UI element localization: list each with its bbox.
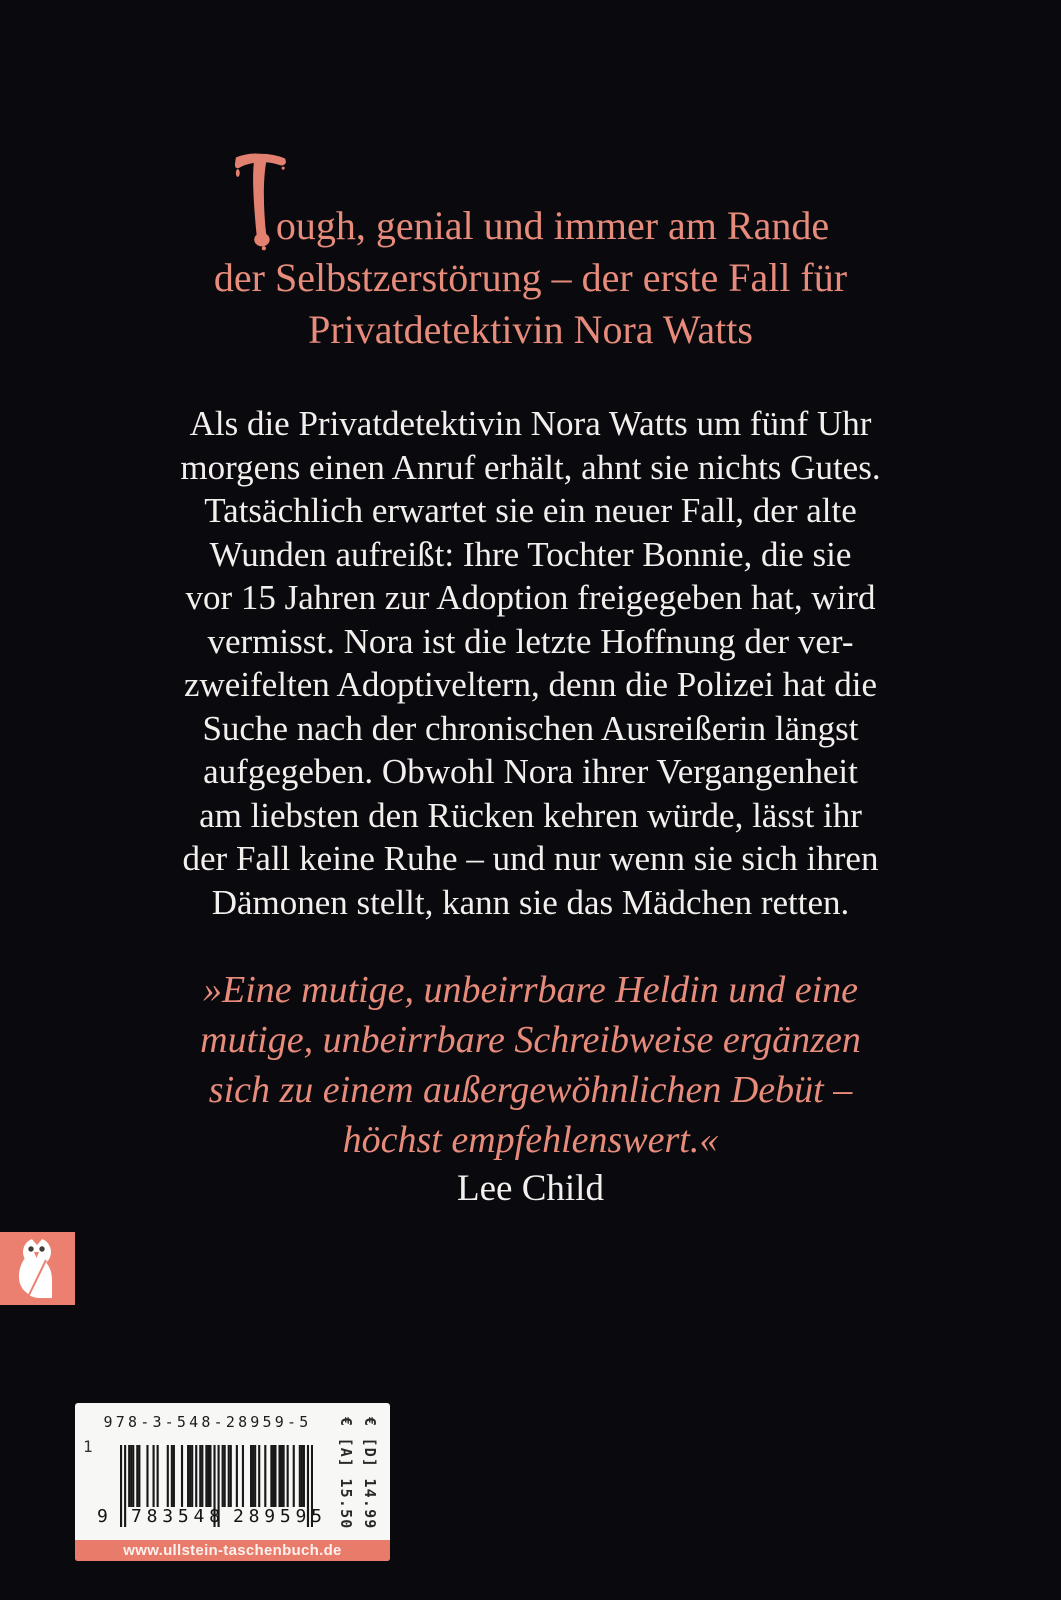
blurb <box>0 402 1061 924</box>
price-germany: € [D] 14.99 <box>361 1417 379 1530</box>
blurb-line: der Fall keine Ruhe – und nur wenn sie sich ihren <box>182 839 879 878</box>
ullstein-logo <box>0 1232 75 1305</box>
blurb-line: Suche nach der chronischen Ausreißerin längst <box>202 708 859 748</box>
barcode-digit-group: 289595 <box>233 1506 327 1527</box>
headline-line-1 <box>0 156 1061 252</box>
quote-line: höchst empfehlenswert.« <box>342 1119 719 1161</box>
owl-icon <box>0 1232 75 1305</box>
edition-number: 1 <box>83 1437 93 1456</box>
blurb-line: vermisst. Nora ist die letzte Hoffnung der ver- <box>207 621 854 661</box>
publisher-url: www.ullstein-taschenbuch.de <box>75 1540 390 1561</box>
quote-line: mutige, unbeirrbare Schreibweise ergänzen <box>200 1019 861 1061</box>
isbn-number: 978-3-548-28959-5 <box>103 1413 312 1431</box>
quote-line: sich zu einem außergewöhnlichen Debüt – <box>208 1069 853 1111</box>
blurb-line: Wunden aufreißt: Ihre Tochter Bonnie, die sie <box>209 534 852 574</box>
blurb-line: vor 15 Jahren zur Adoption freigegeben hat, wird <box>185 578 876 617</box>
blurb-line: Dämonen stellt, kann sie das Mädchen retten. <box>211 882 850 922</box>
blurb-line: aufgegeben. Obwohl Nora ihrer Vergangenheit <box>203 752 858 791</box>
blurb-line: Tatsächlich erwartet sie ein neuer Fall, der alte <box>204 491 857 530</box>
barcode-digit-group: 9 <box>97 1506 108 1527</box>
headline-text-1: ough, genial und immer am Rande <box>275 203 830 248</box>
headline-text-2: der Selbstzerstörung – der erste Fall für <box>213 255 848 300</box>
blurb-line: am liebsten den Rücken kehren würde, lässt ihr <box>199 795 862 835</box>
headline-text-3: Privatdetektivin Nora Watts <box>308 307 753 352</box>
blurb-line: Als die Privatdetektivin Nora Watts um fünf Uhr <box>189 404 872 443</box>
price-austria: € [A] 15.50 <box>337 1417 355 1530</box>
blurb-line: zweifelten Adoptiveltern, denn die Polizei hat die <box>184 665 877 704</box>
barcode-label <box>75 1403 390 1561</box>
review-quote <box>0 965 1061 1165</box>
blurb-line: morgens einen Anruf erhält, ahnt sie nichts Gutes. <box>180 447 881 487</box>
quote-attribution: Lee Child <box>457 1168 604 1209</box>
barcode-digit-group: 783548 <box>131 1506 225 1527</box>
quote-line: »Eine mutige, unbeirrbare Heldin und eine <box>202 969 859 1011</box>
